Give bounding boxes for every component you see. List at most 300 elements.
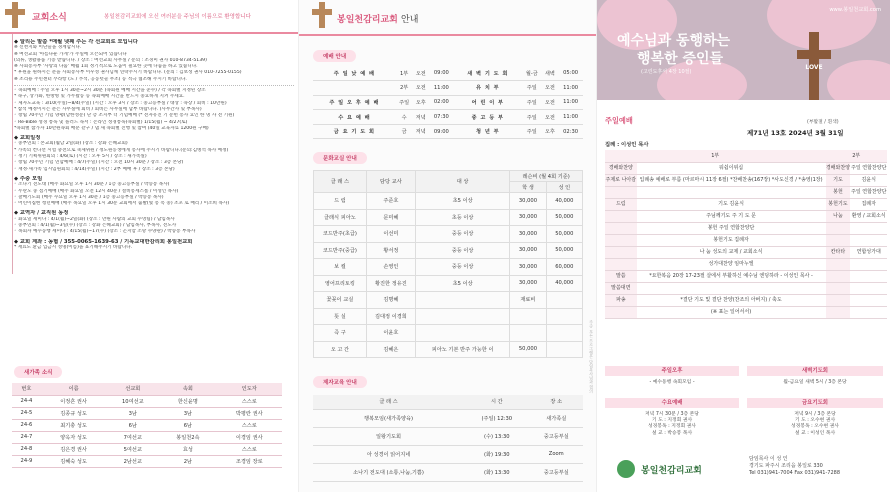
news-line: ◦ 어린이집현 청년예배 (매주 목요일 오후 1시 30분 교회에서 출발(빛 봉 복 중) 조포 로 배리 / 이소희 목사) [14,201,230,207]
table-cell: 주제로 나아감 [605,174,637,186]
edu-header-cell: 시 간 [464,395,529,409]
table-row [314,275,583,292]
table-cell: 봉일천2속 [159,431,216,443]
table-cell: 재료비 [510,292,546,309]
table-cell: 드 럼 [314,193,367,210]
table-cell [850,222,887,234]
edu-header-cell: 클 래 스 [313,395,464,409]
address: 경기도 파주시 조리읍 봉일로 330 [749,463,823,469]
table-cell [415,292,509,309]
table-cell [826,222,851,234]
table-cell: 24-4 [12,395,41,407]
table-cell [605,222,637,234]
table-cell: 60,000 [546,259,582,276]
table-cell: 2남 [159,455,216,467]
table-cell: 봉헌기도 집례자 [637,234,826,246]
table-row [605,198,887,210]
news-line: (의류, 생활용품 기증 받습니다. / 장소 : 여선교회 사무실 / 문의 : 조경미 권사 010-8734-5139) [14,57,207,63]
table-cell: 중등 이상 [415,226,509,243]
table-cell: 이윤호 [366,325,415,342]
table-cell [850,294,887,306]
table-cell: 중고등부실 [530,463,584,481]
logo-name: 봉일천감리교회 [641,466,702,476]
table-row [314,325,583,342]
table-cell: 주일 [522,81,542,96]
news-line: ◦ 찰배기도회 (매주 수요일 오후 1시 30분 / 1층 중고등부실 / 박승봉 목사) [14,194,164,200]
table-cell [605,234,637,246]
table-cell: 수 요 예 배 [313,110,396,125]
table-cell: 파송 [605,294,637,306]
edu-table [313,395,583,482]
members-header-cell: 속회 [159,383,216,395]
issue-date: 제71년 13호 2024년 3월 31일 [747,129,844,137]
news-tagline: 봉일천감리교회에 오신 여러분을 주님의 이름으로 환영합니다 [104,14,251,20]
news-line: ◦ 정기 기획위원회의 : 4/6(토) (시간 : 오후 5시 / 장소 : 새가족실) [14,154,147,160]
table-cell: 주일 [522,110,542,125]
table-cell: 효성 [159,443,216,455]
news-line: ◦ 창립 70주년 기념 연합예배 : 4/7(주일) (시간 : 오전 10시 30분 / 장소 : 3층 본당) [14,160,184,166]
table-row [314,226,583,243]
phone: Tel 031)941-7004 Fax 031)941-7288 [749,470,841,476]
church-logo [617,458,747,484]
table-cell: 입례송 예배로 부름 (마르마시 11장 6절) *찬배찬송(167장) *사도신경 / *송영(1장) [637,174,826,186]
new-members-title: 새가족 소식 [14,366,62,378]
news-line: ※ 사회봉사부 '사랑의 나눔' 매월 1회 정기적으로 도움이 필요한 곳에 나눔을 하고 있습니다. [14,64,198,70]
members-header-cell: 번호 [12,383,41,395]
table-row [605,210,887,222]
slogan-line1: 예수님과 동행하는 [617,33,731,49]
table-cell: 아 성경이 읽어지네 [313,445,464,463]
table-cell: 스스로 [217,443,282,455]
table-cell: 즉 구 [314,325,367,342]
table-cell: 오전 [542,95,559,110]
table-cell: 말씀 [605,270,637,282]
table-cell: 스스로 [217,419,282,431]
table-cell: 저녁 [412,124,429,139]
table-cell: 일왕기도회 [313,427,464,445]
table-cell: 환영 / 교회소식 [850,210,887,222]
news-heading: ◆ 교회일정 [14,135,41,142]
table-cell: 2부 [396,81,413,96]
edu-header-row [313,395,583,409]
cross-icon [311,0,333,30]
table-cell: 중고등부실 [530,427,584,445]
table-cell: 김혜숙 성도 [41,455,106,467]
guide-header [299,0,596,36]
table-cell: 11:00 [558,81,583,96]
table-cell [826,258,851,270]
table-cell: 보 컬 [314,259,367,276]
news-title: 교회소식 [32,13,67,23]
table-row [605,294,887,306]
table-row [605,246,887,258]
table-cell: 02:00 [429,95,454,110]
friday-text: 저녁 9시 / 3층 본당 기 도 : 오수현 권사 성경봉독 : 오수현 권사 설 교 : 이성인 목사 [791,412,839,436]
table-cell: 문미혜 [366,209,415,226]
table-cell: 주 일 오 후 예 배 [313,95,396,110]
table-cell: 봉헌 [826,186,851,198]
members-header-cell: 인도자 [217,383,282,395]
table-cell: (수) 13:30 [464,427,529,445]
table-cell: 10여선교 [106,395,159,407]
slogan-line2: 행복한 증인들 [637,51,724,67]
table-cell: 소나기 전도대 (소통,나눔,기쁨) [313,463,464,481]
table-cell: 새벽 [542,66,559,81]
pastor-name: 담임목사 이 성 인 [749,456,788,462]
table-row [314,341,583,358]
table-cell: 주준호 [366,193,415,210]
table-cell: 김윤식 [850,174,887,186]
table-cell: 초등 이상 [415,209,509,226]
news-line: ◦ 속회예배 : 주일 오후 1시 30분~2시 30분 (속회원 예배 시간을 준수) / 각 속회별 지정된 장소 [14,88,206,94]
page-guide [298,0,596,492]
news-line: * 가족의 컨디션 시험 충전으로 축제위원 / 정도원동생에게 봉사에 주시기 바랍니다.(문의:김병석 목사 예정) [14,147,229,153]
news-heading: ◆ 알리는 말씀 *매월 넷째 주는 각 선교회로 모입니다 [14,39,138,45]
table-cell: 주 일 낮 예 배 [313,66,396,81]
table-row [605,186,887,198]
table-cell: 오전 [542,110,559,125]
table-row [313,95,583,110]
table-cell: 황진한 정유진 [366,275,415,292]
table-cell: 김명혜 [366,292,415,309]
table-cell [826,282,851,294]
table-cell: 코드반주(중급) [314,242,367,259]
table-cell: 24-8 [12,443,41,455]
table-cell: 24-5 [12,407,41,419]
table-cell: 워쉽이위십 [637,162,826,174]
table-cell: 수 [396,110,413,125]
culture-header-cell: 담당 교사 [366,171,415,193]
table-row [313,463,583,481]
news-header [0,0,298,34]
new-members-table [12,383,282,468]
table-row [314,193,583,210]
table-cell: 나눔 [826,210,851,222]
table-cell: 5여선교 [106,443,159,455]
table-row [313,427,583,445]
table-cell: 저녁 [412,110,429,125]
table-cell: 금 요 기 도 회 [313,124,396,139]
table-cell: 02:30 [558,124,583,139]
sunday-title: 주일예배 [605,116,633,125]
table-row [12,407,282,419]
table-cell: 김대정 이경희 [366,308,415,325]
table-cell: 청 년 부 [454,124,522,139]
news-line: ◦ 중부연회 : 본교회(월남 2일(화) (장소 : 강화 은혜교회) [14,141,128,147]
table-cell: 주일 연합찬양단 [850,162,887,174]
table-row [605,306,887,318]
table-cell: 이선미 [366,226,415,243]
news-line: * 속구, 상가화, 한방병 및 가두활동 등 속회예배 시간을 반드시 중요하게 지켜 주세요. [14,94,185,100]
table-cell: 30,000 [510,275,546,292]
table-cell: 05:00 [558,66,583,81]
table-cell [637,282,826,294]
table-cell: 7여선교 [106,431,159,443]
culture-table [313,170,583,358]
vertical-note: 주중 모든 프로그램은 담임목사님과 협의 [589,320,594,394]
table-cell [510,308,546,325]
table-row [12,419,282,431]
table-row [314,308,583,325]
table-row [314,242,583,259]
culture-header-cell: 레슨비 (월 4회 기준) [510,171,583,182]
table-cell [605,258,637,270]
table-cell: 이경임 권사 [217,431,282,443]
table-cell [826,234,851,246]
table-row [313,409,583,427]
cross-icon [4,0,26,30]
table-cell: 중등 이상 [415,242,509,259]
table-cell: 30,000 [510,209,546,226]
news-line: * 참석 예정이시는 분은 사무실에 회비 / 회비는 사무실에 납부 바랍니다. (사무간사 및 부목사) [14,106,202,112]
table-cell: 3남 [159,407,216,419]
table-cell [605,306,637,318]
table-cell: 기도 [826,174,851,186]
table-cell: 유 치 부 [454,81,522,96]
friday-title: 금요기도회 [747,398,883,408]
order-col-2: 2부 [826,150,888,162]
news-line: ◦ 화요일 세미나 : 4/1(월)~2일(화) (장소 : 만원 사람의 교회 수영팀) / 담임목사 [14,216,175,222]
table-cell: 주일 [396,95,413,110]
order-header-row [605,150,887,162]
table-cell: 김은경 권사 [41,443,106,455]
page-church-news [0,0,298,492]
table-row [605,162,887,174]
table-cell: 주일 연합찬양단 [850,186,887,198]
table-cell [850,282,887,294]
table-cell: 집례자 [850,198,887,210]
table-cell [850,270,887,282]
table-cell: 나 눔 성도의 교제 / 교회소식 [637,246,826,258]
table-cell: 초5 이상 [415,193,509,210]
dawn-text: 월-금요일 새벽 5시 / 3층 본당 [783,380,847,385]
table-cell: 6남 [106,419,159,431]
table-row [314,209,583,226]
table-cell [850,306,887,318]
table-cell [415,308,509,325]
table-cell: 1부 [396,66,413,81]
table-cell: 드림 [605,198,637,210]
table-cell: 6남 [159,419,216,431]
news-line: ◦ Re-Bible 성경 통독 및 플러드 독서 : 온라인 성경통독(속회별) 1/15(월) ~ 4/27(토) [14,119,188,125]
season-note: (부활절 / 흰색) [807,120,839,125]
news-heading: ◆ 주중 모임 [14,175,43,182]
table-cell: 새 벽 기 도 회 [454,66,522,81]
table-cell: 월-금 [522,66,542,81]
table-cell: 11:00 [558,110,583,125]
table-cell: 손영인 [366,259,415,276]
table-cell: 금 [396,124,413,139]
culture-header-cell: 대 상 [415,171,509,193]
culture-header-row [314,171,583,182]
table-cell: 피아노 기본 반주 가능한 이 [415,341,509,358]
news-line: ※ 조리용 주민센터 푸라항 (도 / 푸석, 공동텃골 무조) 등 적극 협조해 주시기 바랍니다. [14,76,187,82]
culture-header-cell: 성 인 [546,182,582,193]
table-cell: 연합성가대 [850,246,887,258]
table-cell: 3남 [106,407,159,419]
table-cell: 봉헌기도 [826,198,851,210]
table-cell: 오 고 간 [314,341,367,358]
edu-header-cell: 장 소 [530,395,584,409]
table-row [313,81,583,96]
table-cell: 11:00 [558,95,583,110]
table-cell [546,292,582,309]
table-cell: 50,000 [546,226,582,243]
table-cell: 30,000 [510,242,546,259]
table-row [313,66,583,81]
presider: 집례 : 이성인 목사 [605,142,649,148]
news-line: ◦ 창립 70주년 기념 양평(남한성문) 단 층 조지부 더 기념예배 (* 전자유진 기 문헌 봉사 요인 한 명 사 전 기원) [14,113,235,119]
table-cell: 어 린 이 부 [454,95,522,110]
table-row [605,222,887,234]
table-cell [415,325,509,342]
table-cell: 50,000 [546,242,582,259]
cover-url: www.봉일천교회.com [829,7,881,13]
order-table [605,150,887,319]
order-col-1: 1부 [605,150,826,162]
table-cell: 황서정 [366,242,415,259]
table-cell: 11:00 [429,81,454,96]
table-row [313,110,583,125]
table-row [12,395,282,407]
table-cell [546,325,582,342]
news-line: ◦ 목회자 예수동행 세미나 : 4/15(월)~17(수) (장소 : 곤지암 소망 수양관) / 박승봉 부목사 [14,229,196,235]
divider [12,34,13,274]
edu-title: 제자교육 안내 [313,376,367,388]
page-cover [596,0,890,492]
table-cell: 양옥자 성도 [41,431,106,443]
table-cell: 30,000 [510,259,546,276]
table-cell: 50,000 [510,341,546,358]
table-cell: 중등 이상 [415,259,509,276]
table-cell: 50,000 [546,209,582,226]
table-row [314,292,583,309]
table-cell: 주님께기도 주 기 도 문 [637,210,826,222]
table-row [12,455,282,467]
news-line: ◦ 중부연회 : 4/1(월)~3일(수) (장소 : 강화 은혜교회) / 담임목사, 부목사, 전도사 [14,223,177,229]
table-cell [637,186,826,198]
table-row [605,270,887,282]
table-cell: 24-7 [12,431,41,443]
table-row [605,234,887,246]
table-cell: 중 고 등 부 [454,110,522,125]
table-cell: *요한복음 20장 17-23절 살에서 부활하신 예수님 엔딩하라 - 이성인 목사 - [637,270,826,282]
members-header-row [12,383,282,395]
table-row [605,258,887,270]
news-line: ※ 여선교회 '아름다운 가게'가 주일에 오픈되어 있습니다 [14,51,127,57]
table-cell: 09:00 [429,124,454,139]
table-cell: 40,000 [546,193,582,210]
table-cell: (화) 19:30 [464,445,529,463]
table-cell: 오후 [542,124,559,139]
news-line: * 재료도 환금 입금시 성명(이름)을 표기해주시기 바랍니다. [14,244,133,250]
table-cell [546,308,582,325]
table-cell: 경배와찬양 [605,162,637,174]
table-cell: 30,000 [510,193,546,210]
table-cell: 최기충 성도 [41,419,106,431]
table-cell: 주일 [522,95,542,110]
table-cell: 뜻 실 [314,308,367,325]
wednesday-title: 수요예배 [605,398,739,408]
table-cell [826,306,851,318]
table-cell [605,186,637,198]
table-cell: (※ 표는 일어서서) [637,306,826,318]
table-cell: 40,000 [546,275,582,292]
table-cell: 09:00 [429,66,454,81]
church-contact [749,456,840,477]
guide-label: 안내 [401,15,419,25]
table-cell: *결단 기도 및 결단 찬양(찬조의 아버지) / 축도 [637,294,826,306]
table-cell: 24-9 [12,455,41,467]
table-cell [826,270,851,282]
table-cell: 박평란 권사 [217,407,282,419]
table-cell: 새가족실 [530,409,584,427]
table-cell: 말씀대면 [605,282,637,294]
table-cell: 24-6 [12,419,41,431]
news-line: ◦ 두란노 중 점기예배 (매주 화요일 오전 12시 40분 / 설비봉세스룸 / 이성인 목사) [14,188,179,194]
table-cell: 클래식 피아노 [314,209,367,226]
culture-title: 문화교실 안내 [313,152,367,164]
worship-table [313,66,583,139]
logo-mark-icon [617,460,635,478]
news-line: ◦ 소나기 전도대 (매주 화요일 오후 1시 30분 / 1층 중고등부실 / 박승봉 목사) [14,182,170,188]
table-cell: 봉헌 주일 연합찬양단 [637,222,826,234]
table-cell: 30,000 [510,226,546,243]
table-cell: 성가대찬양 임마누엘 [637,258,826,270]
table-row [314,259,583,276]
evening-title: 주일오후 [605,366,739,376]
news-divider [14,85,294,86]
members-header-cell: 선교회 [106,383,159,395]
table-cell: 주일 [522,124,542,139]
table-cell: 꽃꽂이 교실 [314,292,367,309]
table-cell: 경배와찬양 [826,162,851,174]
news-list [14,36,294,251]
table-cell [605,210,637,222]
news-line: *속회별 참가자 10만원속회 배분 같구 / 냄 새 속회별 진행 및 참여 (40일 교육자료 1200원 구매) [14,125,209,131]
worship-title: 예배 안내 [313,50,356,62]
table-cell: (화) 13:30 [464,463,529,481]
evening-text: - 예수동행 속회모임 - [649,380,695,385]
table-cell: 영어프리토킹 [314,275,367,292]
table-row [12,443,282,455]
table-cell: 칸타타 [826,246,851,258]
news-heading: ◆ 교역자 / 교직원 동정 [14,210,69,217]
news-line: ※ 신천지와 이단들을 경계합시다. [14,45,82,51]
table-cell: 한신윤명 [159,395,216,407]
table-cell [313,81,396,96]
table-cell: 07:30 [429,110,454,125]
table-cell: 행복모임(새가족양육) [313,409,464,427]
table-cell: 코드반주(초급) [314,226,367,243]
table-cell [546,341,582,358]
table-cell: 조경임 장로 [217,455,282,467]
table-cell: 오전 [542,81,559,96]
table-cell [826,294,851,306]
guide-title [337,12,418,25]
table-cell: 스스로 [217,395,282,407]
table-cell: 김혜은 [366,341,415,358]
news-line: * 후원을 원하시는 분을 사회봉사부 이우성 권사님께 연락주시기 바랍니다. (문의 : 김보성 권사 010-7255-0155) [14,70,242,76]
table-row [605,282,887,294]
table-cell: 김종규 성도 [41,407,106,419]
table-row [605,174,887,186]
table-cell: 오후 [412,95,429,110]
news-line: ◦ 재정·새가족 임시임원회의 : 4/14(주일) (시간 : 2부 예배 후 / 장소 : 3층 본당) [14,166,175,172]
table-cell: 오전 [412,66,429,81]
dawn-title: 새벽기도회 [747,366,883,376]
table-cell [605,246,637,258]
